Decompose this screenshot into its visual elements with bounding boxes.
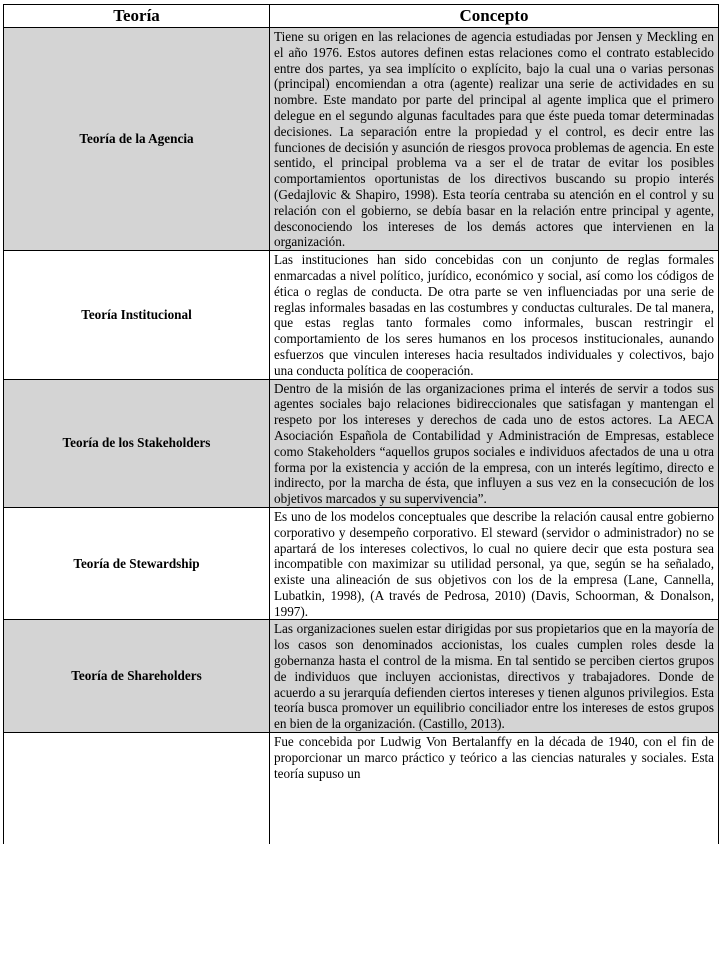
theory-concept: Es uno de los modelos conceptuales que describe la relación causal entre gobierno corporativo y desempeño corporativo. El steward (servidor o administrador) no se apartará de los intereses colectivos, lo cual no quiere decir que esta postura sea incompatible con maximizar su utilidad personal, ya que, según se ha señalado, existe una alineación de sus objetivos con los de la empresa (Lane, Cannella, Lubatkin, 1998), (A través de Pedrosa, 2010) (Davis, Schoorman, & Donalson, 1997). — [270, 507, 719, 620]
table-row — [4, 251, 719, 379]
table-row — [4, 28, 719, 251]
table-row — [4, 507, 719, 620]
header-row — [4, 5, 719, 28]
theory-concept: Fue concebida por Ludwig Von Bertalanffy en la década de 1940, con el fin de proporcionar un marco práctico y teórico a las ciencias naturales y sociales. Esta teoría supuso un — [270, 733, 719, 845]
theory-name: Teoría de Stewardship — [4, 507, 270, 620]
header-teoria: Teoría — [4, 5, 270, 28]
table-row — [4, 733, 719, 845]
theory-concept: Tiene su origen en las relaciones de agencia estudiadas por Jensen y Meckling en el año 1976. Estos autores definen estas relaciones como el contrato establecido entre dos partes, ya sea implícito o explícito, bajo la cual una o varias personas (principal) encomiendan a otra (agente) realizar una serie de actividades en su nombre. Este mandato por parte del principal al agente implica que el primero delegue en el segundo algunas facultades para que éste pueda tomar determinadas decisiones. La separación entre la propiedad y el control, es decir entre las funciones de decisión y asunción de riesgos provoca problemas de agencia. En este sentido, el principal problema va a ser el de tratar de evitar los posibles comportamientos oportunistas de los directivos buscando su propio interés (Gedajlovic & Shapiro, 1998). Esta teoría centraba su atención en el control y su relación con el gobierno, se debía basar en la relación entre principal y agente, desconociendo los intereses de los demás actores que intervienen en la organización. — [270, 28, 719, 251]
theory-name: Teoría de los Stakeholders — [4, 379, 270, 507]
theory-name: Teoría de Shareholders — [4, 620, 270, 733]
table-row — [4, 379, 719, 507]
theory-concept: Dentro de la misión de las organizaciones prima el interés de servir a todos sus agentes sociales bajo relaciones bidireccionales que satisfagan y mantengan el respeto por los intereses y derechos de cada uno de estos actores. La AECA Asociación Española de Contabilidad y Administración de Empresas, establece como Stakeholders “aquellos grupos sociales e individuos afectados de una u otra forma por la existencia y acción de la empresa, con un interés legítimo, directo e indirecto, por la marcha de ésta, que influyen a sus vez en la consecución de los objetivos marcados y su supervivencia”. — [270, 379, 719, 507]
theory-concept: Las organizaciones suelen estar dirigidas por sus propietarios que en la mayoría de los casos son denominados accionistas, los cuales cumplen roles desde la gobernanza hasta el control de la misma. En tal sentido se perciben ciertos grupos de individuos que incluyen accionistas, directivos y trabajadores. Donde de acuerdo a su jerarquía defienden ciertos intereses y tienen algunos privilegios. Esta teoría busca promover un equilibrio conciliador entre los intereses de estos grupos en bien de la organización. (Castillo, 2013). — [270, 620, 719, 733]
table-row — [4, 620, 719, 733]
theory-name: Teoría Institucional — [4, 251, 270, 379]
theory-name — [4, 733, 270, 845]
theories-table — [3, 4, 719, 844]
theory-concept: Las instituciones han sido concebidas con un conjunto de reglas formales enmarcadas a nivel político, jurídico, económico y social, así como los códigos de ética o reglas de conducta. De otra parte se ven influenciadas por una serie de reglas informales basadas en las costumbres y conductas culturales. De tal manera, que estas reglas tanto formales como informales, buscan restringir el comportamiento de los seres humanos en los procesos institucionales, aunando esfuerzos que vinculen intereses hacia resultados individuales y colectivos, bajo una conducta política de cooperación. — [270, 251, 719, 379]
header-concepto: Concepto — [270, 5, 719, 28]
theory-name: Teoría de la Agencia — [4, 28, 270, 251]
